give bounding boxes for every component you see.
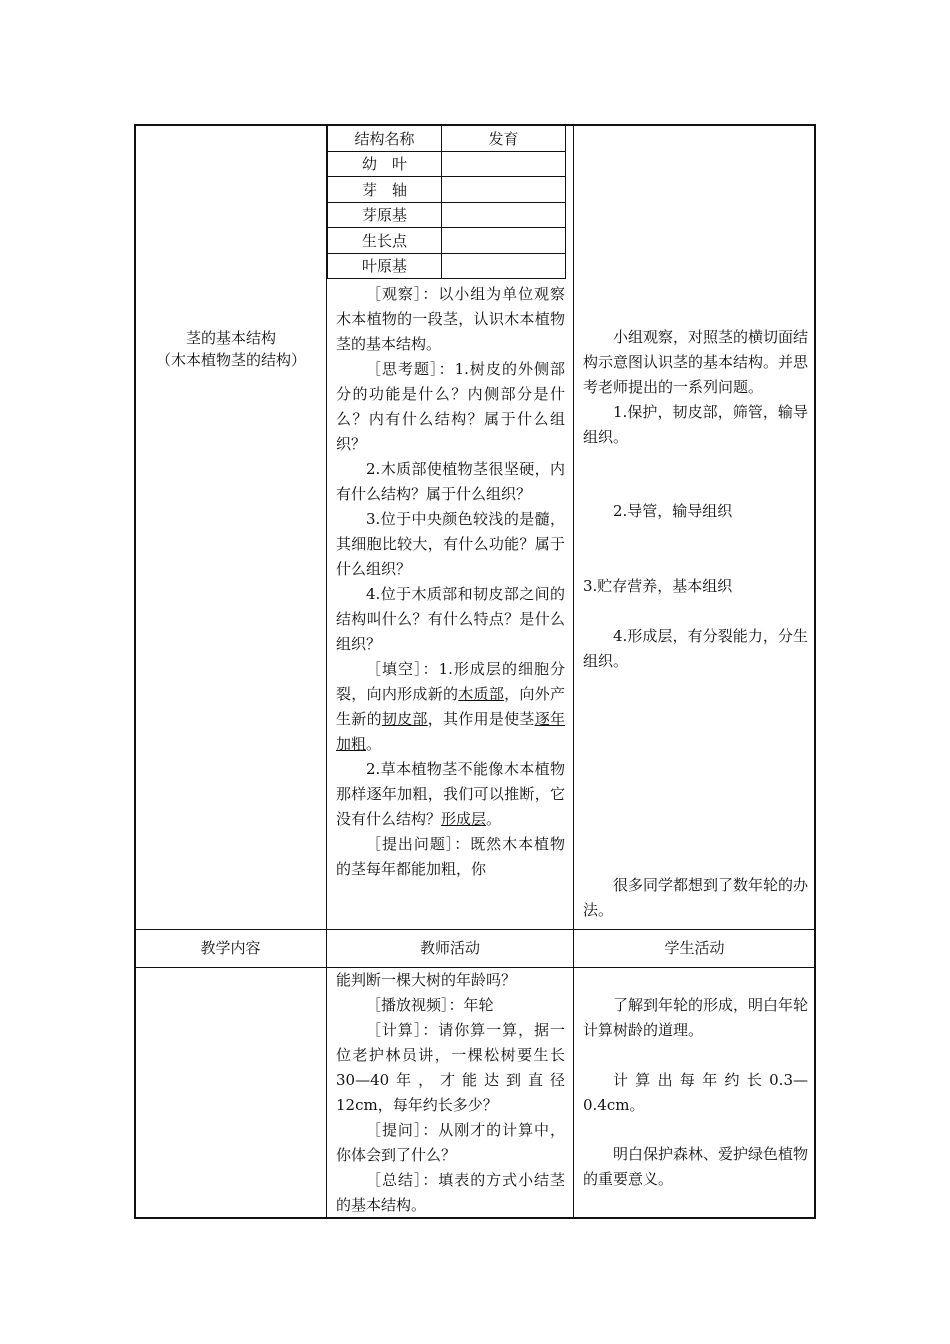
- question-2-paragraph: 2.木质部使植物茎很坚硬，内有什么结构？属于什么组织？: [336, 460, 565, 503]
- header-structure-name: 结构名称: [328, 126, 442, 152]
- student-activities-top: [583, 325, 808, 450]
- fill2-text-a: 2.草本植物茎不能像木本植物那样逐年加粗，我们可以推断，它没有什么结构？: [336, 760, 565, 828]
- judge-age-line: 能判断一棵大树的年龄吗？: [336, 971, 517, 989]
- topic-title: 茎的基本结构: [185, 329, 276, 347]
- teacher-activities-bottom: [336, 968, 565, 1218]
- fill2-text-b: 。: [486, 810, 502, 828]
- development-cell: [442, 151, 566, 177]
- video-paragraph: ［播放视频］：年轮: [366, 996, 494, 1014]
- header-student-activities: 学生活动: [664, 939, 725, 957]
- table-row: [328, 151, 566, 177]
- table-row: [328, 202, 566, 228]
- student-answer-4: 4.形成层，有分裂能力，分生组织。: [583, 627, 808, 670]
- development-cell: [442, 177, 566, 203]
- student-answer-3: 3.贮存营养，基本组织: [583, 577, 733, 595]
- structure-table: [327, 125, 566, 279]
- fill-text-c: ，其作用是使茎: [427, 710, 535, 728]
- ask-paragraph: ［提问］：从刚才的计算中，你体会到了什么？: [336, 1121, 565, 1164]
- question-paragraph: ［思考题］：1.树皮的外侧部分的功能是什么？内侧部分是什么？内有什么结构？属于什么组织？: [336, 360, 565, 453]
- student-bottom-2: 计算出每年约长0.3—0.4cm。: [583, 1071, 808, 1114]
- fill-text-d: 。: [366, 735, 382, 753]
- student-answer-2: 2.导管，输导组织: [613, 502, 733, 520]
- header-teacher-activities: 教师活动: [419, 939, 480, 957]
- student-answer-4-block: [583, 624, 808, 674]
- answer-phloem: 韧皮部: [381, 710, 428, 728]
- student-answer-5-block: [583, 873, 808, 923]
- student-observe: 小组观察，对照茎的横切面结构示意图认识茎的基本结构。并思考老师提出的一系列问题。: [583, 328, 809, 396]
- calculate-paragraph: ［计算］：请你算一算，据一位老护林员讲，一棵松树要生长30—40年，才能达到直径12cm，每年约长多少？: [336, 1021, 565, 1114]
- structure-name: 芽原基: [328, 202, 442, 228]
- observe-paragraph: ［观察］：以小组为单位观察木本植物的一段茎，认识木本植物茎的基本结构。: [336, 285, 565, 353]
- structure-name: 幼 叶: [328, 151, 442, 177]
- structure-name: 芽 轴: [328, 177, 442, 203]
- development-cell: [442, 202, 566, 228]
- teaching-topic: [136, 327, 326, 371]
- question-3-paragraph: 3.位于中央颜色较浅的是髓，其细胞比较大，有什么功能？属于什么组织？: [336, 510, 565, 578]
- column-divider-2: [573, 125, 574, 1218]
- answer-cambium: 形成层: [441, 810, 487, 828]
- header-teaching-content: 教学内容: [200, 939, 261, 957]
- student-answer-3-block: [583, 574, 808, 599]
- topic-subtitle: （木本植物茎的结构）: [155, 351, 306, 369]
- fill-blank-2-paragraph: [336, 757, 565, 832]
- column-divider-1: [326, 125, 327, 1218]
- answer-xylem: 木质部: [458, 685, 505, 703]
- table-row: [328, 228, 566, 254]
- student-bottom-2-block: [583, 1068, 808, 1118]
- fill-blank-paragraph: [336, 657, 565, 757]
- student-answer-2-block: [583, 499, 808, 524]
- header-development: 发育: [442, 126, 566, 152]
- summary-paragraph: ［总结］：填表的方式小结茎的基本结构。: [336, 1171, 565, 1214]
- question-4-paragraph: 4.位于木质部和韧皮部之间的结构叫什么？有什么特点？是什么组织？: [336, 585, 565, 653]
- student-bottom-3: 明白保护森林、爱护绿色植物的重要意义。: [583, 1145, 809, 1188]
- structure-name: 叶原基: [328, 253, 442, 279]
- student-answer-1: 1.保护，韧皮部，筛管，输导组织。: [583, 403, 808, 446]
- structure-name: 生长点: [328, 228, 442, 254]
- development-cell: [442, 228, 566, 254]
- structure-table-header: [328, 126, 566, 152]
- table-row: [328, 177, 566, 203]
- development-cell: [442, 253, 566, 279]
- student-bottom-3-block: [583, 1142, 808, 1192]
- table-row: [328, 253, 566, 279]
- student-bottom-1: 了解到年轮的形成，明白年轮计算树龄的道理。: [583, 996, 809, 1039]
- answer-thicken: 逐年加粗: [336, 710, 565, 753]
- raise-question-paragraph: ［提出问题］：既然木本植物的茎每年都能加粗，你: [336, 835, 565, 878]
- student-bottom-1-block: [583, 993, 808, 1043]
- fill-text-a: ［填空］：1.形成层的细胞分裂，向内形成新的: [336, 660, 565, 703]
- student-answer-5: 很多同学都想到了数年轮的办法。: [583, 876, 809, 919]
- teacher-activities-top: [336, 282, 565, 882]
- fill-text-b: ，向外产生新的: [336, 685, 565, 728]
